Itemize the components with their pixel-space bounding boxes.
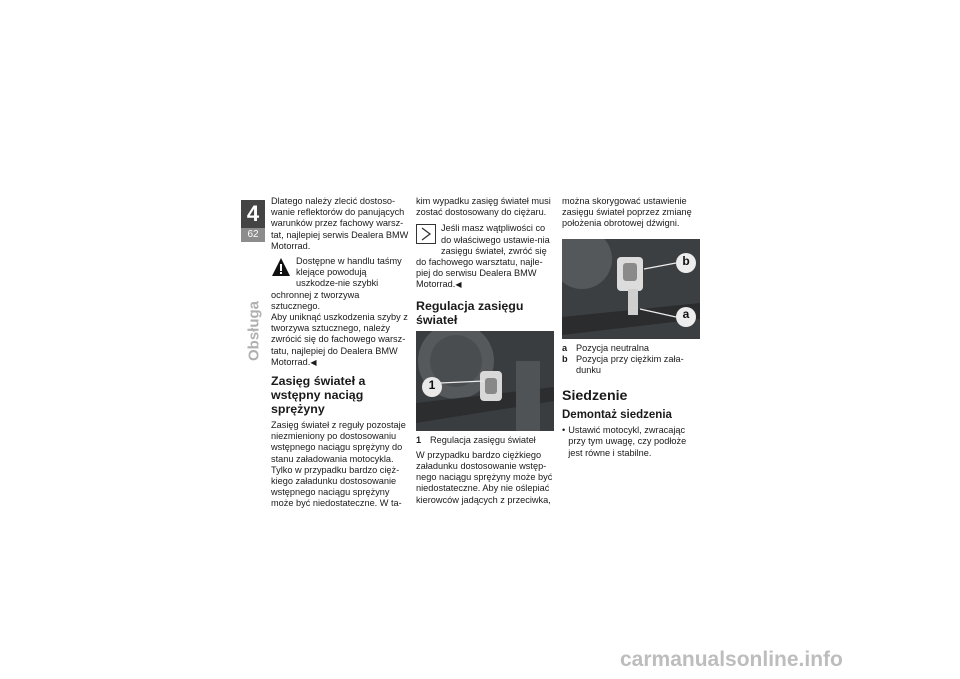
bullet-text: Ustawić motocykl, zwracając przy tym uwagę, czy podłoże jest równe i stabilne. xyxy=(568,425,687,458)
chapter-tab xyxy=(241,200,265,242)
legend-item xyxy=(562,343,700,354)
paragraph: można skorygować ustawienie zasięgu świateł poprzez zmianę położenia obrotowej dźwigni. xyxy=(562,196,692,229)
section-heading: Regulacja zasięgu świateł xyxy=(416,298,524,327)
info-triangle-icon xyxy=(416,224,436,244)
legend-text: Pozycja neutralna xyxy=(576,342,650,353)
photo-callout-b: b xyxy=(682,253,690,268)
legend-item xyxy=(562,354,700,376)
figure-caption xyxy=(416,435,554,446)
column-1 xyxy=(271,196,409,510)
legend-key: b xyxy=(562,353,568,364)
paragraph: W przypadku bardzo ciężkiego załadunku dostosowanie wstęp-nego naciągu sprężyny może być niedostateczne. Aby nie oślepiać kierowców jadących z przeciwka, xyxy=(416,449,553,505)
caption-text: Regulacja zasięgu świateł xyxy=(430,434,536,445)
paragraph: kim wypadku zasięg świateł musi zostać dostosowany do ciężaru. xyxy=(416,196,551,218)
photo-callout-a: a xyxy=(682,306,690,321)
end-mark: ◀ xyxy=(455,280,462,290)
lever-positions-photo xyxy=(562,239,700,339)
chapter-number: 4 xyxy=(241,200,265,228)
paragraph: Dlatego należy zlecić dostoso-wanie reflektorów do panujących warunków przez fachowy warsz-tat, najlepiej serwis Dealera BMW Motorrad. xyxy=(271,196,409,251)
section-label xyxy=(234,276,274,386)
warning-text: Dostępne w handlu taśmy klejące powodują uszkodze-nie szybki ochronnej z tworzywa sztucznego. xyxy=(271,256,402,311)
bullet-item xyxy=(562,425,700,459)
headlight-adjust-photo xyxy=(416,331,554,431)
page-number: 62 xyxy=(241,228,265,242)
caption-key: 1 xyxy=(416,434,422,445)
warning-icon xyxy=(271,257,291,277)
section-heading: Siedzenie xyxy=(562,388,628,405)
bullet-dot: • xyxy=(562,425,566,436)
paragraph: Tylko w przypadku bardzo cięż-kiego załadunku dostosowanie wstępnego naciągu sprężyny może być niedostateczne. W ta- xyxy=(271,464,402,509)
warning-note xyxy=(271,256,409,312)
subsection-heading: Demontaż siedzenia xyxy=(562,409,672,422)
column-3 xyxy=(562,196,700,459)
legend-text: Pozycja przy ciężkim zała-dunku xyxy=(576,353,684,376)
info-note xyxy=(416,223,554,290)
legend-key: a xyxy=(562,342,568,353)
paragraph: Aby uniknąć uszkodzenia szyby z tworzywa sztucznego, należy zwrócić się do fachowego warsz-tatu, najlepiej do Dealera BMW Motorrad.◀ xyxy=(271,312,408,367)
end-mark: ◀ xyxy=(310,357,317,367)
watermark: carmanualsonline.info xyxy=(620,648,843,671)
note-text: Jeśli masz wątpliwości co do właściwego ustawie-nia zasięgu świateł, zwróć się do fachowego warsztatu, najle-piej do serwisu Dealera BMW Motorrad.◀ xyxy=(416,223,550,290)
section-heading: Zasięg świateł a wstępny naciąg sprężyny xyxy=(271,374,366,417)
photo-callout-1: 1 xyxy=(428,377,436,392)
column-2 xyxy=(416,196,554,506)
paragraph: Zasięg świateł z reguły pozostaje niezmieniony po dostosowaniu wstępnego naciągu sprężyny do stanu załadowania motocykla. xyxy=(271,420,406,464)
section-label-text: Obsługa xyxy=(245,300,263,362)
